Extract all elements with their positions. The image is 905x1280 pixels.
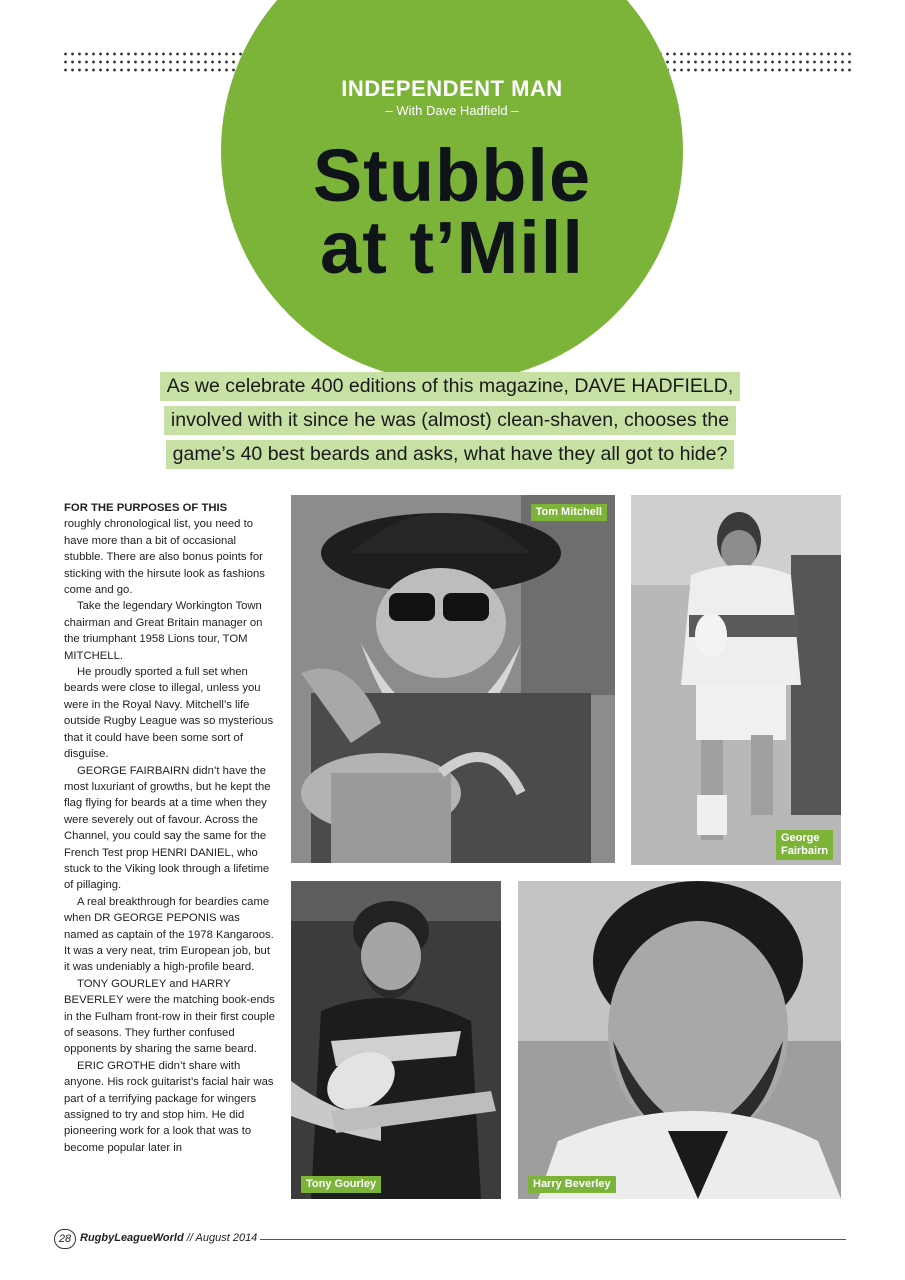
magazine-name: RugbyLeagueWorld [80, 1232, 184, 1244]
footer-masthead [80, 1232, 257, 1244]
photo-tony-gourley [291, 881, 501, 1199]
headline [221, 134, 683, 289]
photo-caption: Harry Beverley [528, 1176, 616, 1193]
article-paragraph: TONY GOURLEY and HARRY BEVERLEY were the matching book-ends in the Fulham front-row in their first couple of seasons. They further confused opponents by sharing the same beard. [64, 977, 275, 1056]
photo-tony-gourley-image [291, 881, 501, 1199]
column-byline: – With Dave Hadfield – [385, 103, 519, 118]
article-paragraph: GEORGE FAIRBAIRN didn’t have the most luxuriant of growths, but he kept the flag flying for beards at a time when they were severely out of favour. Across the Channel, you could say the same for the French Test prop HENRI DANIEL, who stuck to the Viking look through a lifetime of pillaging. [64, 764, 271, 892]
photo-george-fairbairn [631, 495, 841, 865]
footer-separator: // [183, 1232, 196, 1244]
headline-line-1: Stubble [312, 134, 592, 217]
standfirst [130, 372, 770, 474]
article-paragraph: Take the legendary Workington Town chairman and Great Britain manager on the triumphant 1958 Lions tour, TOM MITCHELL. [64, 600, 263, 662]
article-paragraph [64, 500, 276, 598]
headline-line-2: at t’Mill [320, 206, 584, 289]
footer-rule [260, 1239, 846, 1240]
page-number: 28 [54, 1229, 76, 1249]
article-paragraph: ERIC GROTHE didn’t share with anyone. His rock guitarist’s facial hair was part of a terrifying package for wingers assigned to try and stop him. He did pioneering work for a look that was to become popular later in [64, 1059, 274, 1154]
photo-caption: Tony Gourley [301, 1176, 381, 1193]
photo-caption [776, 830, 833, 860]
photo-caption: Tom Mitchell [531, 504, 607, 521]
standfirst-line: game’s 40 best beards and asks, what have they all got to hide? [166, 440, 735, 469]
article-paragraph: He proudly sported a full set when beards were close to illegal, unless you were in the Royal Navy. Mitchell’s life outside Rugby League was so mysterious that it could have been some sort of disguise. [64, 666, 274, 761]
photo-tom-mitchell-image [291, 473, 615, 863]
standfirst-line: As we celebrate 400 editions of this magazine, DAVE HADFIELD, [160, 372, 741, 401]
photo-tom-mitchell [291, 473, 615, 863]
photo-caption-line: Fairbairn [781, 845, 829, 857]
photo-george-fairbairn-image [631, 495, 841, 865]
standfirst-line: involved with it since he was (almost) clean-shaven, chooses the [164, 406, 736, 435]
page-footer [50, 1228, 850, 1252]
article-body [64, 500, 276, 1156]
column-kicker: INDEPENDENT MAN [341, 76, 563, 101]
photo-caption-line: George [781, 832, 820, 844]
article-lead: FOR THE PURPOSES OF THIS [64, 502, 228, 514]
issue-date: August 2014 [195, 1232, 258, 1244]
photo-harry-beverley [518, 881, 841, 1199]
photo-harry-beverley-image [518, 881, 841, 1199]
article-paragraph-text: roughly chronological list, you need to have more than a bit of occasional stubble. There are also bonus points for sticking with the hirsute look as fashions come and go. [64, 518, 265, 597]
article-paragraph: A real breakthrough for beardies came when DR GEORGE PEPONIS was named as captain of the 1978 Kangaroos. It was a very neat, trim European job, but it was undeniably a high-profile beard. [64, 895, 274, 974]
